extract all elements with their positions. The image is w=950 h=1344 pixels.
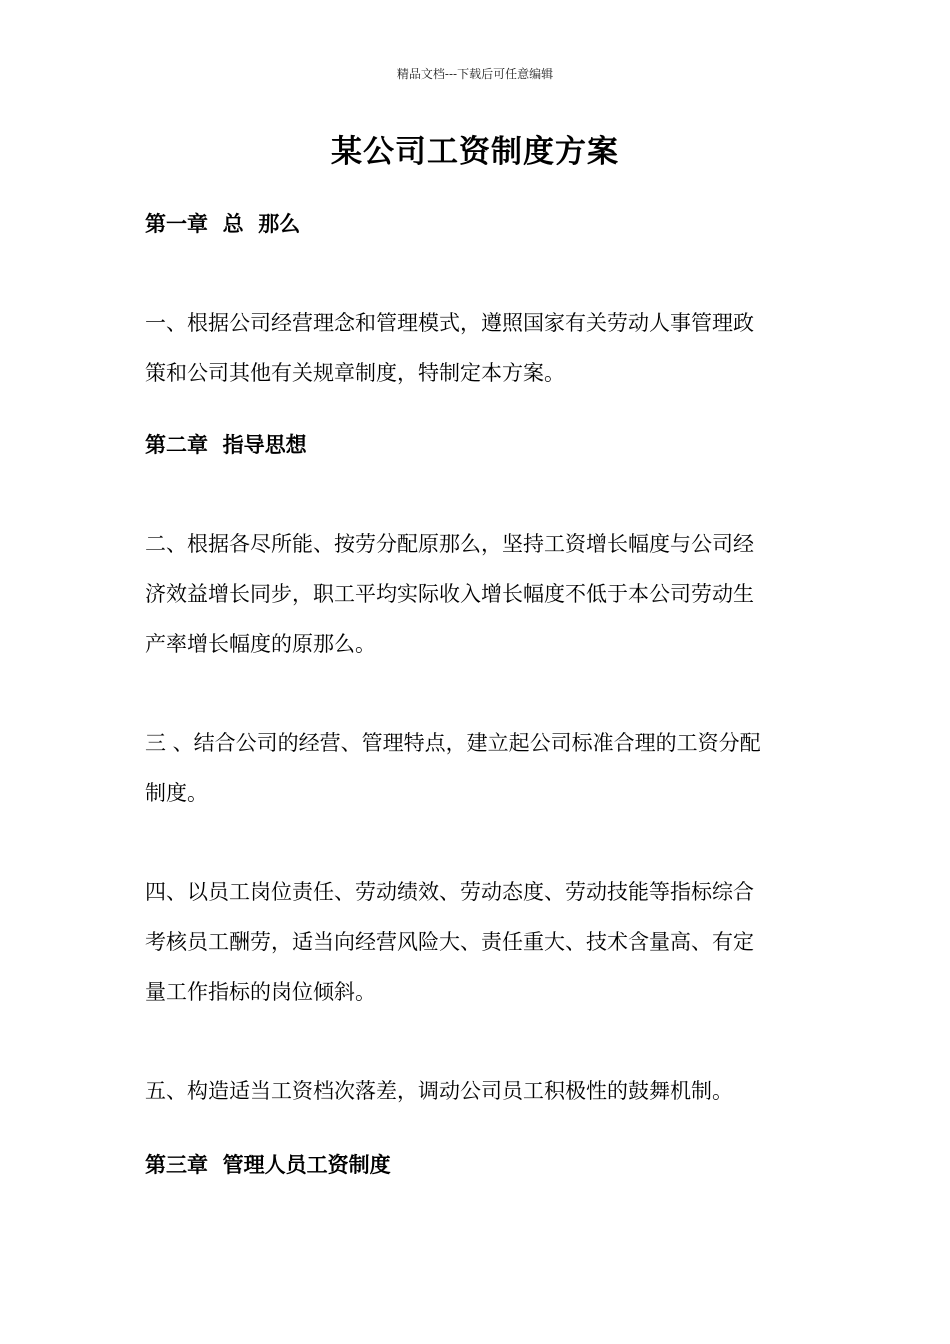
paragraph-1 — [145, 298, 810, 398]
paragraph-line: 制度。 — [145, 781, 208, 805]
paragraph-line: 产率增长幅度的原那么。 — [145, 632, 376, 656]
chapter-heading-2: 第二章 指导思想 — [145, 432, 307, 457]
paragraph-3 — [145, 718, 810, 818]
paragraph-line: 四、以员工岗位责任、劳动绩效、劳动态度、劳动技能等指标综合 — [145, 880, 754, 904]
page-header: 精品文档---下载后可任意编辑 — [396, 67, 554, 81]
chapter-heading-1: 第一章 总 那么 — [145, 211, 301, 236]
document-title: 某公司工资制度方案 — [331, 134, 619, 170]
chapter-heading-3: 第三章 管理人员工资制度 — [145, 1152, 391, 1177]
paragraph-line: 考核员工酬劳，适当向经营风险大、责任重大、技术含量高、有定 — [145, 930, 754, 954]
paragraph-5 — [145, 1066, 810, 1116]
paragraph-2 — [145, 519, 810, 669]
paragraph-4 — [145, 867, 810, 1017]
paragraph-line: 策和公司其他有关规章制度，特制定本方案。 — [145, 361, 565, 385]
paragraph-line: 三 、结合公司的经营、管理特点，建立起公司标准合理的工资分配 — [145, 731, 761, 755]
paragraph-line: 济效益增长同步，职工平均实际收入增长幅度不低于本公司劳动生 — [145, 582, 754, 606]
paragraph-line: 二、根据各尽所能、按劳分配原那么，坚持工资增长幅度与公司经 — [145, 532, 754, 556]
paragraph-line: 五、构造适当工资档次落差，调动公司员工积极性的鼓舞机制。 — [145, 1079, 733, 1103]
paragraph-line: 一、根据公司经营理念和管理模式，遵照国家有关劳动人事管理政 — [145, 311, 754, 335]
paragraph-line: 量工作指标的岗位倾斜。 — [145, 980, 376, 1004]
